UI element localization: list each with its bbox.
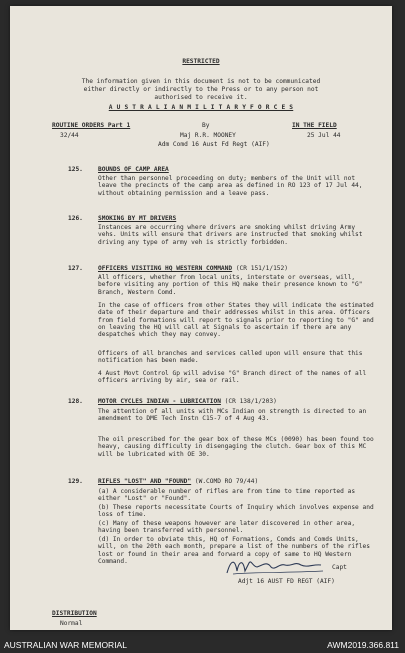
notice-line-3: authorised to receive it. (154, 94, 248, 101)
order-date: 25 Jul 44 (307, 132, 341, 139)
distribution-label: DISTRIBUTION (52, 610, 97, 617)
item-heading (98, 265, 288, 272)
item-number: 127. (68, 265, 83, 272)
by-label: By (202, 122, 210, 129)
routine-orders-label: ROUTINE ORDERS Part 1 (52, 122, 131, 129)
archive-reference: AWM2019.366.811 (327, 640, 399, 650)
signature-title: Adjt 16 AUST FD REGT (AIF) (238, 578, 335, 585)
item-paragraph: 4 Aust Movt Control Gp will advise "G" Branch direct of the names of all officers arriving by air, sea or rail. (98, 370, 367, 385)
item-title: BOUNDS OF CAMP AREA (98, 166, 169, 173)
location: IN THE FIELD (292, 122, 337, 129)
forces-heading: A U S T R A L I A N M I L I T A R Y F O R C E S (108, 104, 294, 111)
item-paragraph: All officers, whether from local units, interstate or overseas, will, before visiting any portion of this HQ make their presence known to "G" Branch, Western Comd. (98, 274, 363, 296)
unit-name: Adm Comd 16 Aust Fd Regt (AIF) (158, 141, 270, 148)
officer-name: Maj R.R. MOONEY (180, 132, 236, 139)
notice-line-1: The information given in this document is not to be communicated (81, 78, 321, 85)
item-reference: (CR 151/1/152) (232, 265, 288, 272)
item-title: SMOKING BY MT DRIVERS (98, 215, 177, 222)
item-paragraph: Officers of all branches and services called upon will ensure that this notification has been made. (98, 350, 363, 365)
order-number: 32/44 (60, 132, 79, 139)
item-paragraph: Other than personnel proceeding on duty; members of the Unit will not leave the precincts of the camp area as defined in RO 123 of 17 Jul 44, without obtaining permission and a leave pass. (98, 175, 363, 197)
item-paragraph: (d) In order to obviate this, HQ of Formations, Comds and Comds Units, will, on the 20th each month, prepare a list of the numbers of the rifles lost or found in their area and forward a copy of same to HQ Western Command. (98, 536, 370, 565)
item-title: OFFICERS VISITING HQ WESTERN COMMAND (98, 265, 233, 272)
item-paragraph: The oil prescribed for the gear box of these MCs (0090) has been found too heavy, causing difficulty in disengaging the clutch. Gear box of this MC will be lubricated with OE 30. (98, 436, 374, 458)
item-paragraph: (a) A considerable number of rifles are from time to time reported as either "Lost" or "Found". (98, 488, 356, 503)
item-paragraph: In the case of officers from other States they will indicate the estimated date of their departure and their addresses whilst in this area. Officers from field formations will report to signals prior to reporting to "G" and on leaving the HQ will call at Signals to ascertain if there are any despatches which they may convey. (98, 302, 374, 339)
restricted-heading: RESTRICTED (182, 58, 220, 65)
item-paragraph: Instances are occurring where drivers are smoking whilst driving Army vehs. Units will ensure that drivers are instructed that smoking whilst driving any type of army veh is strictly forbidden. (98, 224, 363, 246)
item-paragraph: The attention of all units with MCs Indian on strength is directed to an amendment to DME Tech Instn C15-7 of 4 Aug 43. (98, 408, 367, 423)
document-page (10, 6, 392, 630)
distribution-value: Normal (60, 620, 83, 627)
item-heading (98, 398, 277, 405)
item-reference: (CR 138/1/203) (220, 398, 277, 405)
item-reference: (W.COMD RO 79/44) (191, 478, 259, 485)
item-number: 125. (68, 166, 83, 173)
item-paragraph: (c) Many of these weapons however are later discovered in other area, having been transferred with personnel. (98, 520, 356, 535)
item-title: RIFLES "LOST" AND "FOUND" (98, 478, 192, 485)
item-number: 129. (68, 478, 83, 485)
item-number: 128. (68, 398, 83, 405)
item-paragraph: (b) These reports necessitate Courts of Inquiry which involves expense and loss of time. (98, 504, 374, 519)
signature-rank: Capt (332, 564, 347, 571)
notice-line-2: either directly or indirectly to the Press or to any person not (83, 86, 319, 93)
archive-name: AUSTRALIAN WAR MEMORIAL (4, 640, 127, 650)
item-title: MOTOR CYCLES INDIAN - LUBRICATION (98, 398, 221, 405)
handwritten-signature (223, 555, 333, 577)
item-number: 126. (68, 215, 83, 222)
item-heading (98, 478, 258, 485)
archive-footer (0, 636, 405, 653)
